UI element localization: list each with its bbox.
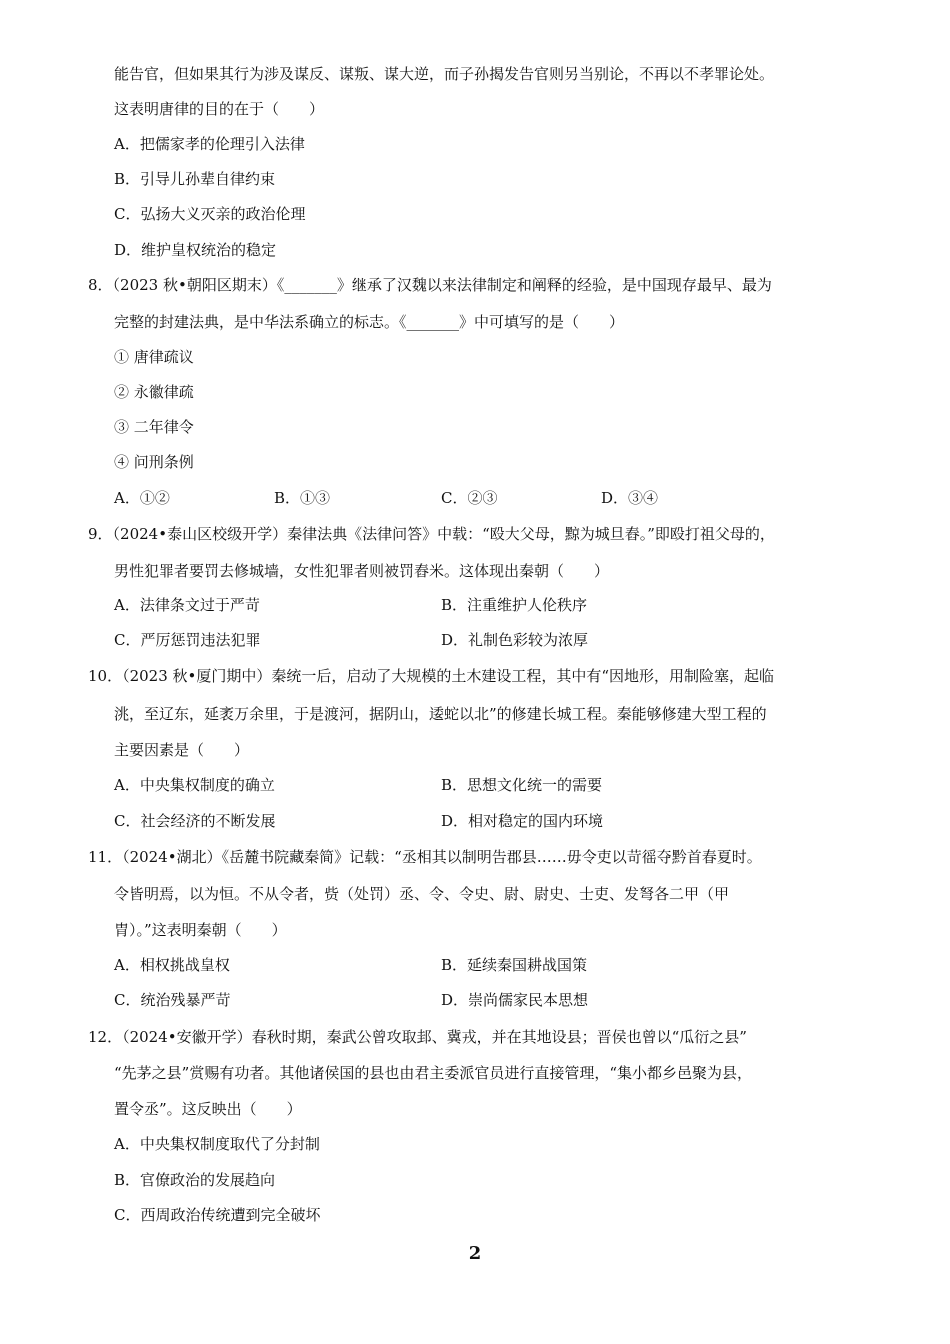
option-d: D．崇尚儒家民本思想 <box>441 991 589 1009</box>
question-11-text: 令皆明焉，以为恒。不从令者，赀（处罚）丞、令、令史、尉、尉史、士吏、发弩各二甲（甲 <box>114 885 730 903</box>
question-8-options <box>0 488 950 508</box>
question-9-text: 9．（2024•泰山区校级开学）秦律法典《法律问答》中载：“殴大父母，黥为城旦舂。”即殴打祖父母的， <box>88 525 775 543</box>
option-b: B．注重维护人伦秩序 <box>441 596 588 614</box>
question-8-text: 完整的封建法典，是中华法系确立的标志。《_______》中可填写的是（ ） <box>114 313 625 331</box>
option-c: C．②③ <box>441 489 498 507</box>
option-a: A．中央集权制度的确立 <box>114 776 275 794</box>
question-12-text: 12．（2024•安徽开学）春秋时期，秦武公曾攻取邽、冀戎，并在其地设县；晋侯也曾以“瓜衍之县” <box>88 1028 747 1046</box>
question-10-text: 主要因素是（ ） <box>114 741 250 759</box>
page-number: 2 <box>468 1243 482 1264</box>
list-item: ① 唐律疏议 <box>114 348 194 366</box>
option-c: C．西周政治传统遭到完全破坏 <box>114 1206 321 1224</box>
question-10-text: 洮，至辽东，延袤万余里，于是渡河，据阴山，逶蛇以北”的修建长城工程。秦能够修建大型工程的 <box>114 705 767 723</box>
list-item: ④ 问刑条例 <box>114 453 194 471</box>
option-a: A．法律条文过于严苛 <box>114 596 260 614</box>
option-d: D．③④ <box>601 489 659 507</box>
option-b: B．延续秦国耕战国策 <box>441 956 588 974</box>
option-a: A．把儒家孝的伦理引入法律 <box>114 135 305 153</box>
question-12-text: 置令丞”。这反映出（ ） <box>114 1100 302 1118</box>
question-text: 能告官，但如果其行为涉及谋反、谋叛、谋大逆，而子孙揭发告官则另当别论，不再以不孝罪论处。 <box>114 65 775 83</box>
option-a: A．中央集权制度取代了分封制 <box>114 1135 320 1153</box>
question-text: 这表明唐律的目的在于（ ） <box>114 100 325 118</box>
option-b: B．思想文化统一的需要 <box>441 776 603 794</box>
question-10-text: 10．（2023 秋•厦门期中）秦统一后，启动了大规模的土木建设工程，其中有“因地形，用制险塞，起临 <box>88 667 775 685</box>
option-a: A．相权挑战皇权 <box>114 956 230 974</box>
option-d: D．礼制色彩较为浓厚 <box>441 631 589 649</box>
option-c: C．弘扬大义灭亲的政治伦理 <box>114 205 306 223</box>
question-12-text: “先茅之县”赏赐有功者。其他诸侯国的县也由君主委派官员进行直接管理，“集小都乡邑聚为县， <box>114 1064 753 1082</box>
option-c: C．社会经济的不断发展 <box>114 812 276 830</box>
list-item: ② 永徽律疏 <box>114 383 194 401</box>
option-d: D．相对稳定的国内环境 <box>441 812 604 830</box>
option-a: A．①② <box>114 489 170 507</box>
option-c: C．严厉惩罚违法犯罪 <box>114 631 261 649</box>
question-8-text: 8．（2023 秋•朝阳区期末）《_______》继承了汉魏以来法律制定和阐释的经验，是中国现存最早、最为 <box>88 276 772 294</box>
question-11-text: 11．（2024•湖北）《岳麓书院藏秦简》记载：“丞相其以制明告郡县……毋令吏以苛徭夺黔首春夏时。 <box>88 848 762 866</box>
option-b: B．①③ <box>274 489 331 507</box>
option-b: B．官僚政治的发展趋向 <box>114 1171 276 1189</box>
option-c: C．统治残暴严苛 <box>114 991 231 1009</box>
question-9-text: 男性犯罪者要罚去修城墙，女性犯罪者则被罚舂米。这体现出秦朝（ ） <box>114 562 610 580</box>
question-11-text: 胄）。”这表明秦朝（ ） <box>114 921 287 939</box>
list-item: ③ 二年律令 <box>114 418 194 436</box>
option-b: B．引导儿孙辈自律约束 <box>114 170 276 188</box>
option-d: D．维护皇权统治的稳定 <box>114 241 277 259</box>
